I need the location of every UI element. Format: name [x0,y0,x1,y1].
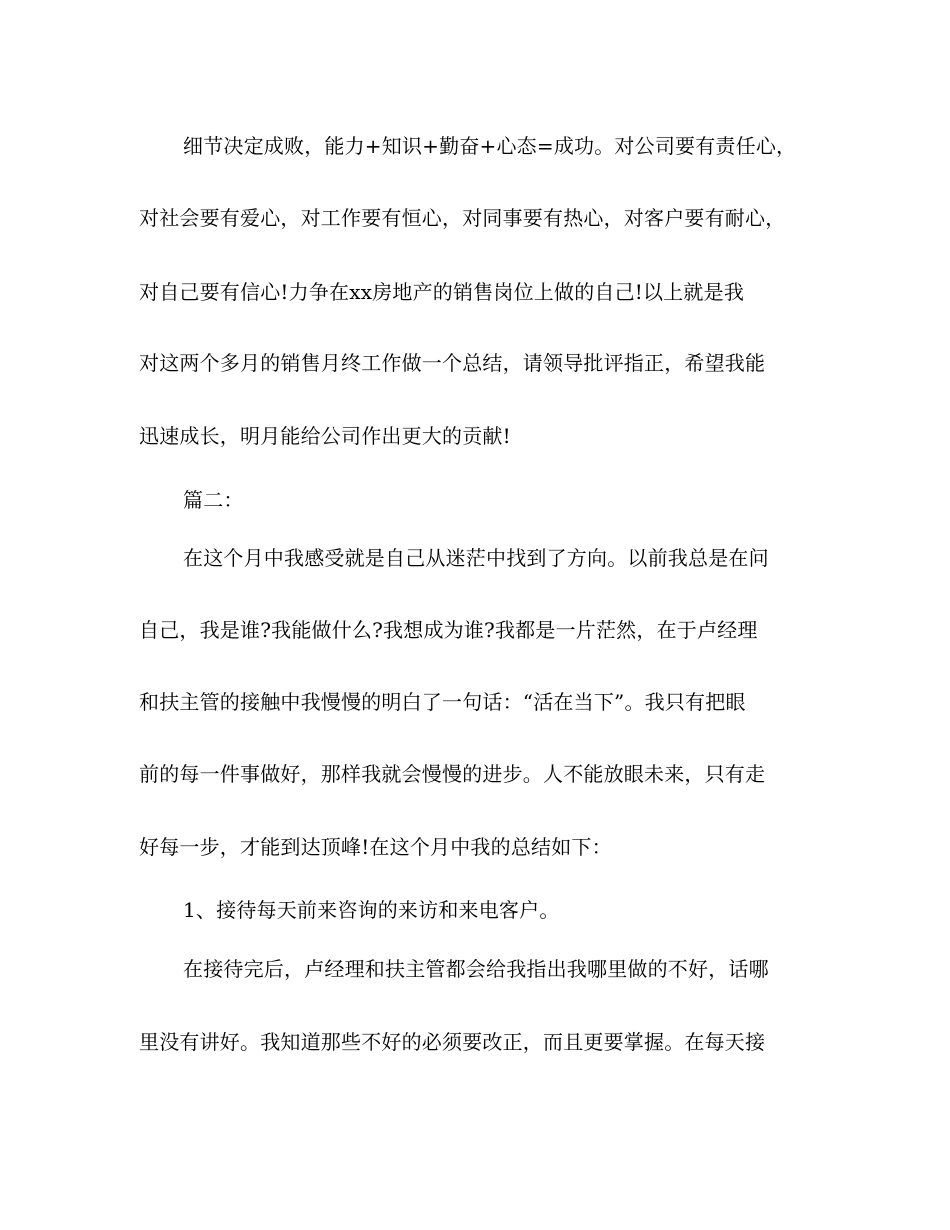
paragraph-line: 里没有讲好。我知道那些不好的必须要改正，而且更要掌握。在每天接 [139,1030,766,1054]
paragraph-line: 和扶主管的接触中我慢慢的明白了一句话：“活在当下”。我只有把眼 [139,690,746,714]
paragraph-line: 好每一步，才能到达顶峰!在这个月中我的总结如下： [139,835,612,859]
list-item: 1、接待每天前来咨询的来访和来电客户。 [183,898,560,922]
paragraph-line: 对社会要有爱心，对工作要有恒心，对同事要有热心，对客户要有耐心， [139,206,786,230]
paragraph-line: 对这两个多月的销售月终工作做一个总结，请领导批评指正，希望我能 [139,351,766,375]
section-heading: 篇二： [183,488,244,512]
paragraph-line: 细节决定成败，能力+知识+勤奋+心态=成功。对公司要有责任心， [183,134,797,158]
paragraph-line: 前的每一件事做好，那样我就会慢慢的进步。人不能放眼未来，只有走 [139,762,766,786]
paragraph-line: 对自己要有信心!力争在xx房地产的销售岗位上做的自己!以上就是我 [139,280,745,304]
paragraph-line: 自己，我是谁?我能做什么?我想成为谁?我都是一片茫然，在于卢经理 [139,618,758,642]
paragraph-line: 在接待完后，卢经理和扶主管都会给我指出我哪里做的不好，话哪 [183,957,769,981]
paragraph-line: 迅速成长，明月能给公司作出更大的贡献! [139,424,511,448]
paragraph-line: 在这个月中我感受就是自己从迷茫中找到了方向。以前我总是在问 [183,546,769,570]
